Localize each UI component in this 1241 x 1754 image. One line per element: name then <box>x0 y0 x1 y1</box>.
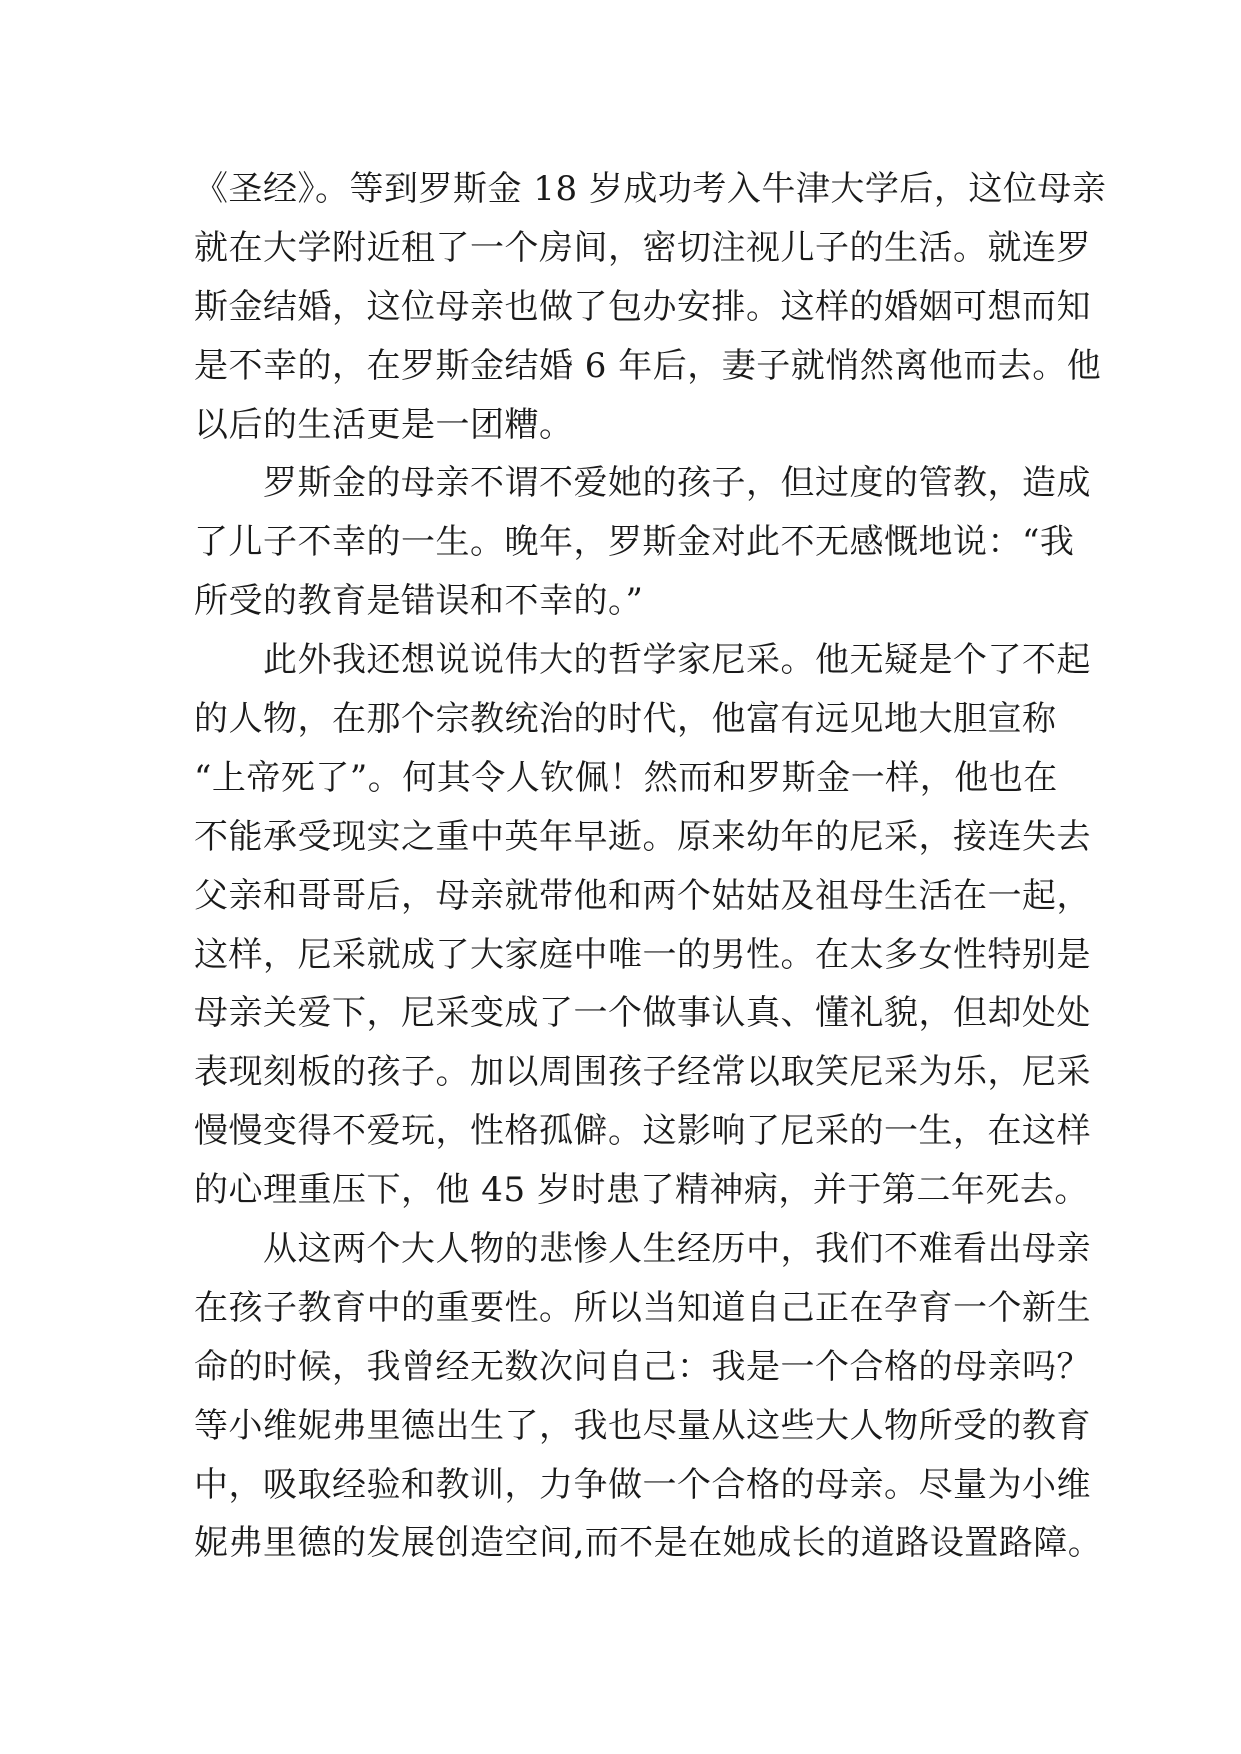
text-line: 从这两个大人物的悲惨人生经历中，我们不难看出母亲 <box>194 1229 1091 1270</box>
text-line: 以后的生活更是一团糟。 <box>194 404 574 445</box>
text-line: 慢慢变得不爱玩，性格孤僻。这影响了尼采的一生，在这样 <box>194 1111 1091 1152</box>
text-line: 不能承受现实之重中英年早逝。原来幼年的尼采，接连失去 <box>194 816 1091 857</box>
text-line: 《圣经》。等到罗斯金 18 岁成功考入牛津大学后，这位母亲 <box>194 169 1107 209</box>
text-line: 命的时候，我曾经无数次问自己：我是一个合格的母亲吗？ <box>194 1346 1091 1387</box>
text-line: 中，吸取经验和教训，力争做一个合格的母亲。尽量为小维 <box>194 1464 1091 1505</box>
text-line: 表现刻板的孩子。加以周围孩子经常以取笑尼采为乐，尼采 <box>194 1052 1091 1093</box>
text-line: 所受的教育是错误和不幸的。” <box>194 581 644 622</box>
text-line: 父亲和哥哥后，母亲就带他和两个姑姑及祖母生活在一起， <box>194 875 1091 916</box>
text-line: 这样，尼采就成了大家庭中唯一的男性。在太多女性特别是 <box>194 934 1091 975</box>
text-line: 斯金结婚，这位母亲也做了包办安排。这样的婚姻可想而知 <box>194 286 1091 327</box>
text-line: 此外我还想说说伟大的哲学家尼采。他无疑是个了不起 <box>194 640 1091 681</box>
text-line: 了儿子不幸的一生。晚年，罗斯金对此不无感慨地说：“我 <box>194 522 1075 563</box>
text-line: 的人物，在那个宗教统治的时代，他富有远见地大胆宣称 <box>194 699 1057 740</box>
text-line: 是不幸的，在罗斯金结婚 6 年后，妻子就悄然离他而去。他 <box>194 345 1102 386</box>
text-line: “上帝死了”。何其令人钦佩！然而和罗斯金一样，他也在 <box>194 757 1058 798</box>
text-line: 妮弗里德的发展创造空间,而不是在她成长的道路设置路障。 <box>194 1523 1103 1564</box>
text-line: 等小维妮弗里德出生了，我也尽量从这些大人物所受的教育 <box>194 1405 1091 1446</box>
text-line: 母亲关爱下，尼采变成了一个做事认真、懂礼貌，但却处处 <box>194 993 1091 1034</box>
text-line: 就在大学附近租了一个房间，密切注视儿子的生活。就连罗 <box>194 227 1091 268</box>
body-text <box>194 160 1107 1573</box>
text-line: 的心理重压下，他 45 岁时患了精神病，并于第二年死去。 <box>194 1170 1089 1211</box>
text-line: 在孩子教育中的重要性。所以当知道自己正在孕育一个新生 <box>194 1287 1091 1328</box>
text-line: 罗斯金的母亲不谓不爱她的孩子，但过度的管教，造成 <box>194 463 1091 504</box>
